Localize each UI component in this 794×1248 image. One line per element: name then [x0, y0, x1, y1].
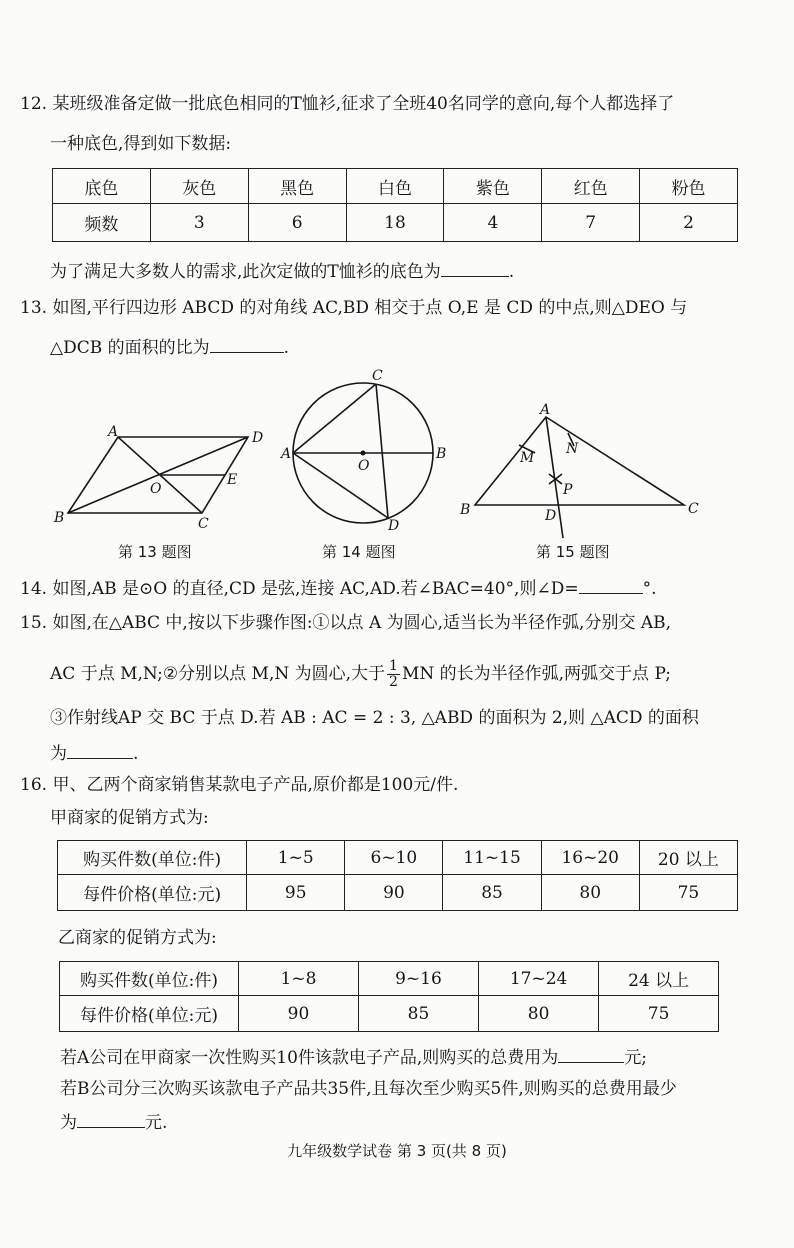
table-cell: 4 [444, 204, 542, 242]
q12-text1: 某班级准备定做一批底色相同的T恤衫,征求了全班40名同学的意向,每个人都选择了 [52, 94, 675, 114]
answer-blank [77, 1109, 145, 1128]
table-cell: 1~8 [239, 962, 359, 996]
label-C: C [198, 516, 209, 532]
q15-line3: ③作射线AP 交 BC 于点 D.若 AB : AC = 2 : 3, △ABD 的面积为 2,则 △ACD 的面积 [50, 708, 699, 728]
table-cell: 3 [150, 204, 248, 242]
table-cell: 1~5 [247, 841, 345, 875]
figure-15 [475, 417, 684, 538]
label-M: M [520, 450, 535, 466]
label-B: B [460, 502, 471, 518]
answer-blank [67, 740, 133, 759]
table-cell: 6~10 [345, 841, 443, 875]
label-A: A [281, 446, 292, 462]
page-footer: 九年级数学试卷 第 3 页(共 8 页) [287, 1142, 507, 1160]
answer-blank [558, 1044, 624, 1063]
table-cell: 90 [345, 875, 443, 911]
table-cell: 85 [443, 875, 541, 911]
table-cell: 6 [248, 204, 346, 242]
table-cell: 粉色 [640, 169, 738, 204]
q12-number: 12. [20, 94, 48, 114]
label-C: C [688, 501, 699, 517]
table-cell: 80 [479, 996, 599, 1032]
center-o [361, 451, 366, 456]
label-O: O [358, 458, 370, 474]
q15-line1 [20, 611, 671, 635]
q12-line3 [50, 258, 514, 284]
table-cell: 2 [640, 204, 738, 242]
table-cell: 每件价格(单位:元) [58, 875, 247, 911]
q14-number: 14. [20, 579, 48, 599]
q12-line2: 一种底色,得到如下数据: [50, 134, 232, 154]
q16-line-b: 若B公司分三次购买该款电子产品共35件,且每次至少购买5件,则购买的总费用最少 [60, 1079, 677, 1099]
q15-line4 [50, 740, 138, 766]
q16-text-b-end: 元. [145, 1113, 168, 1133]
table-cell: 18 [346, 204, 444, 242]
q15-text4-end: . [133, 744, 139, 764]
answer-blank [210, 334, 284, 353]
q14-line [20, 575, 656, 601]
table-cell: 紫色 [444, 169, 542, 204]
q14-text: 如图,AB 是⊙O 的直径,CD 是弦,连接 AC,AD.若∠BAC=40°,则∠D= [52, 579, 579, 599]
table-cell: 90 [239, 996, 359, 1032]
table-cell: 16~20 [541, 841, 639, 875]
yi-table [59, 961, 719, 1032]
chord-ac [293, 384, 376, 453]
table-cell: 频数 [53, 204, 151, 242]
table-cell: 白色 [346, 169, 444, 204]
q15-text1: 如图,在△ABC 中,按以下步骤作图:①以点 A 为圆心,适当长为半径作弧,分别交 AB, [52, 613, 672, 633]
table-cell: 75 [599, 996, 719, 1032]
figure-13-labels [53, 424, 263, 532]
q12-text3: 为了满足大多数人的需求,此次定做的T恤衫的底色为 [50, 262, 441, 282]
q12-text3-end: . [508, 262, 515, 282]
q13-text1: 如图,平行四边形 ABCD 的对角线 AC,BD 相交于点 O,E 是 CD 的中点,则△DEO 与 [52, 298, 688, 318]
figure-13 [68, 437, 248, 513]
label-B: B [54, 510, 65, 526]
q16-number: 16. [20, 775, 48, 795]
table-cell: 20 以上 [639, 841, 737, 875]
table-cell: 灰色 [150, 169, 248, 204]
q16-line1 [20, 773, 458, 797]
table-cell: 购买件数(单位:件) [58, 841, 247, 875]
label-P: P [563, 482, 573, 498]
jia-title: 甲商家的促销方式为: [50, 808, 209, 828]
q13-text2: △DCB 的面积的比为 [50, 338, 210, 358]
figure-15-caption: 第 15 题图 [536, 543, 610, 561]
q16-text-a-end: 元; [624, 1048, 648, 1068]
q12-line1 [20, 92, 674, 116]
chord-ad [293, 453, 388, 518]
table-cell: 95 [247, 875, 345, 911]
q13-line1 [20, 296, 687, 320]
q13-text2-end: . [283, 338, 290, 358]
q15-text2: AC 于点 M,N;②分别以点 M,N 为圆心,大于 [50, 664, 386, 684]
q16-text-a: 若A公司在甲商家一次性购买10件该款电子产品,则购买的总费用为 [60, 1048, 559, 1068]
q16-line-a [60, 1044, 647, 1070]
q14-text-end: °. [642, 579, 657, 599]
q15-number: 15. [20, 613, 48, 633]
yi-title: 乙商家的促销方式为: [58, 928, 217, 948]
figures-svg [0, 360, 794, 570]
frac-numerator: 1 [389, 658, 398, 674]
answer-blank [441, 258, 509, 277]
table-cell: 75 [639, 875, 737, 911]
label-N: N [566, 441, 579, 457]
q16-text-b: 为 [60, 1113, 77, 1133]
q15-text2b: MN 的长为半径作弧,两弧交于点 P; [401, 664, 672, 684]
table-cell: 每件价格(单位:元) [60, 996, 239, 1032]
table-cell: 17~24 [479, 962, 599, 996]
q15-text4: 为 [50, 744, 67, 764]
label-E: E [227, 472, 238, 488]
table-cell: 底色 [53, 169, 151, 204]
table-cell: 11~15 [443, 841, 541, 875]
label-C: C [372, 368, 383, 384]
table-cell: 9~16 [358, 962, 478, 996]
answer-blank [579, 575, 643, 594]
table-cell: 85 [358, 996, 478, 1032]
label-D: D [388, 518, 400, 534]
label-B: B [436, 446, 447, 462]
label-A: A [108, 424, 119, 440]
q16-text1: 甲、乙两个商家销售某款电子产品,原价都是100元/件. [52, 775, 459, 795]
triangle-abc [475, 417, 684, 505]
table-cell: 24 以上 [599, 962, 719, 996]
q13-number: 13. [20, 298, 48, 318]
label-O: O [150, 481, 162, 497]
table-cell: 80 [541, 875, 639, 911]
fraction-half [387, 659, 400, 690]
q12-table [52, 168, 738, 242]
table-cell: 黑色 [248, 169, 346, 204]
table-cell: 7 [542, 204, 640, 242]
label-D: D [545, 508, 557, 524]
q13-line2 [50, 334, 289, 360]
figure-14-caption: 第 14 题图 [322, 543, 396, 561]
table-cell: 红色 [542, 169, 640, 204]
table-cell: 购买件数(单位:件) [60, 962, 239, 996]
label-A: A [540, 402, 551, 418]
chord-cd [376, 384, 388, 518]
q16-line-b2 [60, 1109, 167, 1135]
figure-13-caption: 第 13 题图 [118, 543, 192, 561]
frac-denominator: 2 [389, 674, 398, 690]
label-D: D [252, 430, 264, 446]
q15-line2 [50, 659, 671, 690]
jia-table [57, 840, 738, 911]
